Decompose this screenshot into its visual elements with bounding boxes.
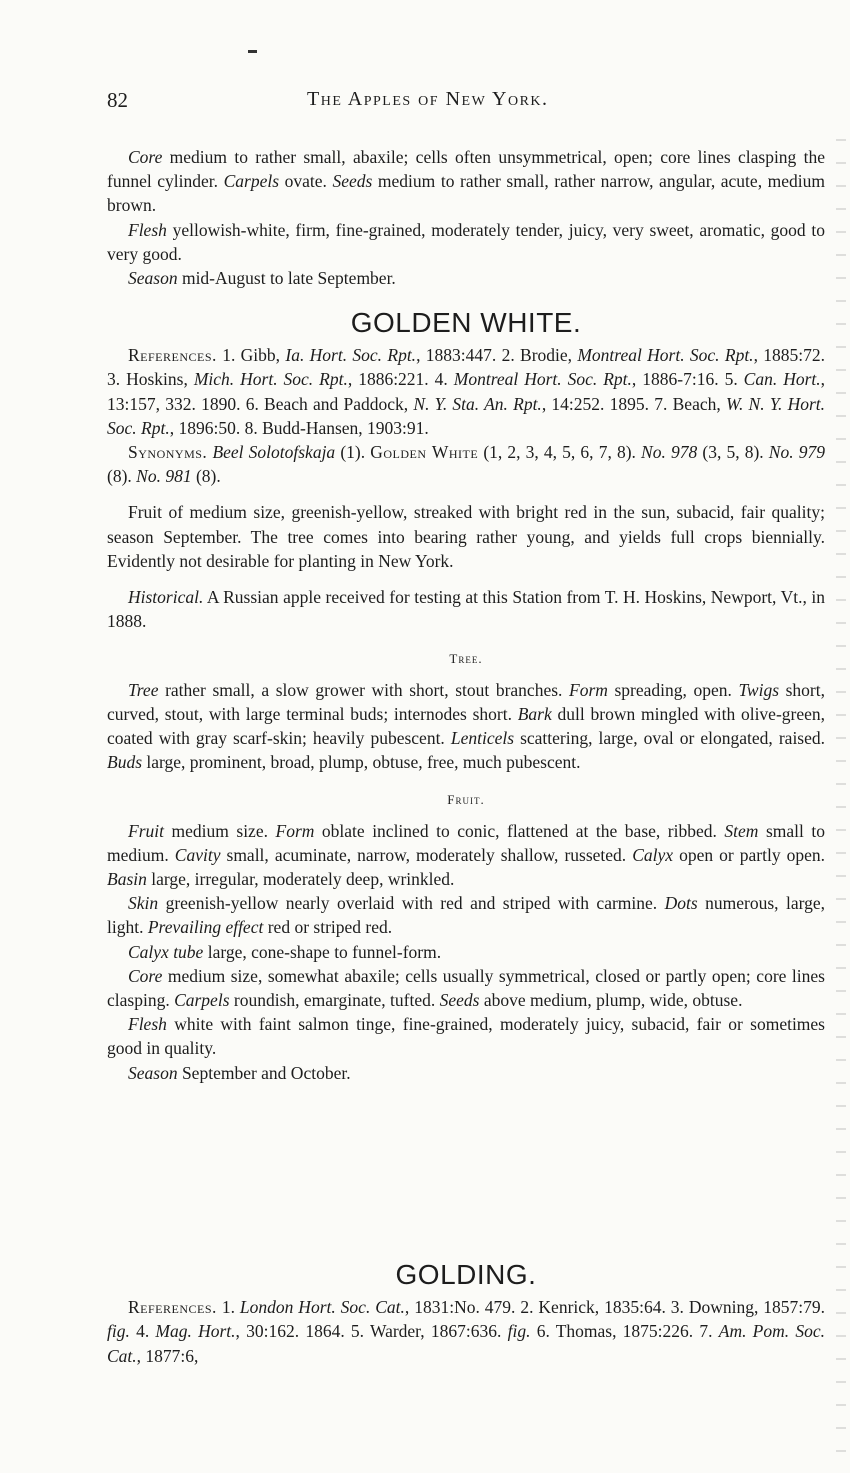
book-title: The Apples of New York. [307,88,549,110]
reference-source: London Hort. Soc. Cat. [239,1297,405,1318]
reference-text: , 1886-7:16. [631,369,725,390]
reference-source: W. N. Y. Hort. Soc. Rpt. [107,393,825,438]
reference-text: 4. [136,1321,156,1342]
synonym: No. 979 [768,442,825,463]
reference-text: , 13:157, 332. 1890. [107,369,826,414]
term: Buds [107,752,142,773]
reference-text: , 1831:No. 479. [404,1297,521,1318]
reference-source: N. Y. Sta. An. Rpt. [413,393,542,414]
term: Skin [128,893,159,914]
reference-text: 5. [724,369,744,390]
term-core: Core [128,147,163,167]
term: Flesh [128,1014,167,1035]
reference-text: 3. Hoskins, [107,369,194,390]
term-text: September and October. [177,1062,351,1083]
term: Fruit [128,820,164,841]
term-text: large, irregular, moderately deep, wrinkled. [146,869,455,890]
page-number: 82 [107,88,128,112]
term: Dots [664,893,698,914]
reference-text: , 1883:447. [416,345,502,366]
reference-text: , 1877:6, [136,1345,199,1366]
term-text: open or partly open. [673,844,826,865]
reference-source: Mag. Hort. [155,1321,236,1342]
term-flesh: Flesh [128,219,167,240]
term-text: medium size. [163,820,276,841]
term: Form [275,820,315,841]
variety-heading-golding: GOLDING. [395,1259,537,1290]
references [107,1295,825,1368]
synonym-refs: (8). [107,466,137,487]
season-text: mid-August to late September. [177,268,396,289]
term-text: numerous, large, light. [107,893,825,938]
term-text: small to medium. [107,820,826,865]
term: Calyx tube [128,941,204,962]
synonyms-label: Synonyms. [128,442,208,463]
reference-text: 5. Warder, 1867:636. [350,1321,508,1342]
synonym: Beel Solotofskaja [212,442,336,463]
term: Seeds [439,990,480,1011]
core-text: medium to rather small, abaxile; cells often unsymmetrical, open; core lines clasping the funnel cylinder. [107,147,825,192]
golden-white-section [107,307,826,1085]
term-text: large, prominent, broad, plump, obtuse, free, much pubescent. [142,752,581,773]
term-text: scattering, large, oval or elongated, raised. [514,728,826,749]
core-paragraph [107,145,825,218]
previous-variety-continuation [107,145,825,290]
synonym-refs: (1, 2, 3, 4, 5, 6, 7, 8). [478,442,642,463]
term: Tree [128,679,159,700]
synonym-refs: (1). [335,442,371,463]
reference-source: fig. [507,1321,531,1342]
synonym-refs: (8). [191,466,221,487]
reference-text: , 14:252. 1895. [541,393,655,414]
skin-paragraph [107,891,825,939]
reference-text: 4. [434,369,454,390]
term-season: Season [128,268,178,289]
term-text: red or striped red. [263,917,393,938]
historical-text: A Russian apple received for testing at this Station from T. H. Hoskins, Newport, Vt., in 1888. [107,587,825,632]
calyx-tube-paragraph [107,940,825,964]
subheading-fruit: Fruit. [447,792,485,808]
term-historical: Historical. [128,587,204,608]
term-text: small, acuminate, narrow, moderately shallow, russeted. [220,844,633,865]
tree-paragraph [107,678,825,775]
reference-text: 2. Brodie, [501,345,578,366]
reference-text: 6. Beach and Paddock, [245,393,414,414]
synonym: No. 978 [641,442,698,463]
term: Season [128,1062,178,1083]
reference-text: , 1896:50. [169,417,245,438]
synonym: Golden White [370,442,479,463]
running-head [107,88,825,114]
references-label: References. [128,1297,217,1318]
term: Prevailing effect [147,917,264,938]
term: Stem [724,820,759,841]
term: Cavity [174,844,221,865]
term: Lenticels [450,728,515,749]
term: Core [128,965,163,986]
synonyms [107,440,825,488]
seeds-text: medium to rather small, rather narrow, angular, acute, medium brown. [107,171,825,216]
reference-text: , 30:162. 1864. [235,1321,351,1342]
reference-source: Can. Hort. [743,369,821,390]
reference-text: 1. Gibb, [222,345,286,366]
term: Basin [107,869,147,890]
reference-source: Mich. Hort. Soc. Rpt. [193,369,348,390]
reference-source: Ia. Hort. Soc. Rpt. [285,345,417,366]
flesh-paragraph [107,1012,825,1060]
term-text: medium size, somewhat abaxile; cells usually symmetrical, closed or partly open; core lines clasping. [107,965,825,1011]
reference-text: 7. Beach, [654,393,726,414]
subheading-tree: Tree. [449,651,483,667]
scan-edge-noise [836,130,846,1460]
season-paragraph [107,266,825,290]
reference-text: 6. Thomas, 1875:226. [536,1321,700,1342]
term: Twigs [738,679,780,700]
references-label: References. [128,345,217,366]
term-text: spreading, open. [607,679,739,700]
term-text: large, cone-shape to funnel-form. [203,941,442,962]
term-text: above medium, plump, wide, obtuse. [479,990,743,1011]
reference-source: fig. [107,1321,130,1342]
references [107,343,825,440]
reference-text: 3. Downing, 1857:79. [670,1297,826,1318]
term-text: dull brown mingled with olive-green, coated with gray scarf-skin; heavily pubescent. [107,703,826,749]
historical-paragraph [107,585,825,633]
term: Calyx [632,844,674,865]
reference-text: , 1886:221. [347,369,435,390]
reference-text: 7. [699,1321,719,1342]
flesh-paragraph [107,218,825,266]
golding-section [107,1259,826,1368]
term-text: white with faint salmon tinge, fine-grained, moderately juicy, subacid, fair or sometimes good in quality. [107,1014,825,1059]
reference-text: , 1885:72. [753,345,825,366]
fruit-paragraph [107,819,825,892]
term-text: short, curved, stout, with large terminal buds; internodes short. [107,679,825,724]
term: Carpels [174,990,230,1011]
term-text: greenish-yellow nearly overlaid with red and striped with carmine. [158,893,665,914]
synonym-refs: (3, 5, 8). [697,442,769,463]
variety-heading-golden-white: GOLDEN WHITE. [350,307,582,338]
carpels-text: ovate. [279,171,333,192]
summary-paragraph: Fruit of medium size, greenish-yellow, streaked with bright red in the sun, subacid, fair quality; season September. The tree comes into bearing rather young, and yields full crops biennially. Evidently not desirable for planting in New York. [107,502,825,571]
reference-source: Montreal Hort. Soc. Rpt. [577,345,754,366]
term-carpels: Carpels [223,171,280,192]
reference-source: Am. Pom. Soc. Cat. [107,1321,825,1366]
synonym: No. 981 [136,466,192,487]
term: Bark [517,703,552,724]
term: Form [569,679,608,700]
term-text: oblate inclined to conic, flattened at the base, ribbed. [314,820,725,841]
reference-text: 1. [221,1297,240,1318]
reference-source: Montreal Hort. Soc. Rpt. [453,369,632,390]
term-text: roundish, emarginate, tufted. [229,990,440,1011]
season-paragraph [107,1061,825,1085]
term-seeds: Seeds [332,171,373,192]
reference-text: 2. Kenrick, 1835:64. [520,1297,671,1318]
ink-mark [248,50,257,53]
flesh-text: yellowish-white, firm, fine-grained, moderately tender, juicy, very sweet, aromatic, good to very good. [107,219,825,264]
core-paragraph [107,964,825,1012]
reference-text: 8. Budd-Hansen, 1903:91. [244,417,429,438]
term-text: rather small, a slow grower with short, stout branches. [158,679,569,700]
